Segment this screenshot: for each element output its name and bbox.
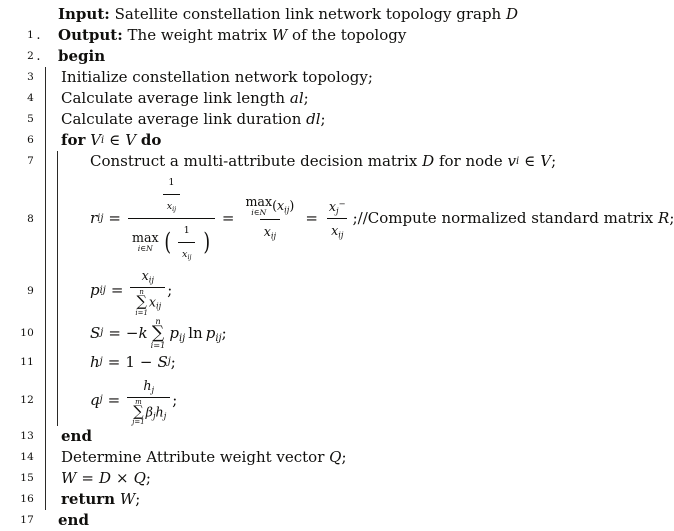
fraction-p <box>130 265 165 317</box>
max-label: max <box>245 194 273 210</box>
indent-rule-inner <box>57 375 84 427</box>
statement-initialize: Initialize constellation network topology; <box>61 68 373 86</box>
h-subscript: j <box>151 383 155 394</box>
algorithm-line-15 <box>0 468 652 489</box>
statement-avg-link-duration <box>55 109 652 130</box>
formula-p-ij <box>84 265 652 317</box>
output-label: Output: <box>58 26 123 44</box>
x-variable: x <box>141 268 149 283</box>
fraction-numerator <box>138 265 158 287</box>
indent-rule-outer <box>45 88 55 109</box>
statement-return <box>55 489 652 510</box>
p-variable: p <box>205 323 216 342</box>
element-of-symbol: ∈ <box>109 131 121 149</box>
input-variable: D <box>505 5 519 23</box>
p-term-1 <box>166 323 185 344</box>
equals: = <box>110 281 124 300</box>
sum-upper-limit: n <box>139 288 144 296</box>
node-membership: v i ∈ V <box>507 152 552 170</box>
right-paren: ) <box>202 228 210 257</box>
fraction-denominator <box>260 219 280 242</box>
algorithm-line-13 <box>0 426 652 447</box>
max-operator-1 <box>131 229 159 253</box>
statement-construct-matrix <box>84 151 652 172</box>
multiply-symbol: × <box>116 469 129 488</box>
node-set: V <box>540 152 552 170</box>
keyword-do: do <box>140 131 162 149</box>
indent-rule-outer <box>45 350 55 375</box>
indent-rule-outer <box>45 468 55 489</box>
output-text-b: of the topology <box>292 26 407 44</box>
indent-rule-outer <box>45 67 55 88</box>
beta-variable: β <box>145 403 153 419</box>
line-number-13: 13 <box>20 430 34 443</box>
max-operator-2 <box>245 196 272 217</box>
formula-lhs: S <box>90 323 101 342</box>
p-variable: p <box>169 323 180 342</box>
assignment-expression <box>61 468 151 489</box>
h-subscript: j <box>163 410 167 421</box>
element-of-symbol: ∈ <box>524 152 536 170</box>
formula-expression: h j = 1 − S j ; <box>90 352 176 371</box>
output-text-a: The weight matrix <box>127 26 268 44</box>
indent-rule-outer <box>45 426 55 447</box>
indent-rule-inner <box>57 151 84 172</box>
h-variable: h <box>155 403 164 419</box>
p-subscript: ij <box>215 332 222 344</box>
line-number-separator-1: . <box>36 28 41 43</box>
for-condition: V i ∈ V <box>90 131 137 149</box>
x-variable: x <box>166 201 173 212</box>
x-variable: x <box>182 249 188 260</box>
indent-spacer <box>43 510 52 531</box>
equals-2: = <box>221 209 235 227</box>
fraction-denominator <box>327 218 347 241</box>
output-variable: W <box>271 26 288 44</box>
fraction-denominator <box>127 397 170 427</box>
line-number-4: 4 <box>27 92 34 104</box>
line-number-17: 17 <box>20 514 34 527</box>
indent-spacer <box>43 25 52 46</box>
line-number-3: 3 <box>27 71 34 83</box>
statement-weight-matrix-assign <box>55 468 652 489</box>
formula-lhs: r <box>90 209 98 227</box>
summation-operator <box>151 317 166 350</box>
keyword-end-for: end <box>61 427 92 446</box>
x-subscript: j <box>336 205 339 216</box>
semicolon: ; <box>135 490 141 509</box>
sigma-glyph: ∑ <box>133 403 144 420</box>
comment-variable-r: R <box>658 209 670 227</box>
keyword-return: return <box>61 490 116 509</box>
matrix-d: D <box>99 469 112 488</box>
algorithm-line-7 <box>0 151 652 172</box>
formula-comment <box>352 208 674 229</box>
algorithm-line-9 <box>0 265 652 317</box>
input-text: Satellite constellation link network topology graph <box>114 5 502 23</box>
x-superscript-minus: − <box>338 198 346 209</box>
formula-lhs: h <box>90 352 100 371</box>
inner-fraction-denominator <box>178 220 195 265</box>
fraction-denominator <box>128 218 215 265</box>
algorithm-line-input <box>0 4 652 25</box>
begin-keyword: begin <box>58 47 106 65</box>
left-paren: ( <box>272 198 278 214</box>
entropy-variable: S <box>157 352 168 371</box>
inner-fraction-numerator <box>163 172 180 217</box>
input-statement <box>52 4 652 25</box>
indent-rule-inner <box>57 350 84 375</box>
sigma-glyph: ∑ <box>136 293 147 310</box>
x-subscript: ij <box>270 229 277 240</box>
fraction-numerator <box>157 172 186 218</box>
x-variable: x <box>328 199 337 214</box>
summation-operator <box>135 289 147 317</box>
equals: = <box>81 469 94 488</box>
minus-sign: − <box>139 352 153 371</box>
semicolon: ; <box>145 469 151 488</box>
sum-lower-limit: i=1 <box>150 340 166 351</box>
max-label: max <box>131 229 159 245</box>
x-variable: x <box>331 223 339 238</box>
indent-rule-outer <box>45 172 55 265</box>
statement-determine-weight-vector <box>55 447 652 468</box>
line-number-9: 9 <box>27 284 34 297</box>
line-number-1: 1 <box>27 29 34 41</box>
line-number-15: 15 <box>20 472 34 485</box>
line-number-11: 11 <box>20 356 34 369</box>
algorithm-line-2 <box>0 46 652 67</box>
output-statement <box>52 25 652 46</box>
x-subscript: ij <box>172 204 177 213</box>
p-term-2 <box>206 323 222 344</box>
semicolon: ; <box>172 390 178 409</box>
formula-expression: q j = $h_j$ m ∑ j=1 $\beta_jh_j$ ; <box>90 375 177 427</box>
line-number-8: 8 <box>27 212 34 225</box>
loop-variable: V <box>90 131 101 149</box>
variable-dl: dl <box>306 110 321 128</box>
statement-text: Calculate average link length <box>61 89 286 107</box>
algorithm-line-16 <box>0 489 652 510</box>
indent-rule-inner <box>57 265 84 317</box>
semicolon: ; <box>341 448 347 467</box>
formula-expression: S j = − k n ∑ i=1 $p_{ij}$ ln $p_{ij}$ ; <box>90 315 227 351</box>
line-number-14: 14 <box>20 451 34 464</box>
statement-end-for-wrap <box>55 426 652 447</box>
semicolon: ; <box>320 110 326 128</box>
semicolon: ; <box>551 152 557 170</box>
indent-rule-outer <box>45 151 55 172</box>
formula-expression: r ij = $\frac{1}{x_{ij}}$ max i∈N ( $\frac{1}{x_{ij}}$ ) = max i∈N $(x_{ij})$ $x_{ij}$ = $\frac{x_j^-}{x_{ij}}$ ;//Compute normalized standard matrix R; <box>90 172 674 265</box>
begin-keyword-wrap <box>52 46 652 67</box>
equals: = <box>107 352 121 371</box>
sum-lower-limit: i=1 <box>135 308 148 317</box>
p-subscript: ij <box>179 332 186 344</box>
fraction-denominator <box>130 287 165 317</box>
inner-numerator-one: 1 <box>168 177 175 188</box>
weight-vector-q: Q <box>329 448 342 467</box>
line-number-12: 12 <box>20 394 34 407</box>
keyword-for: for <box>61 131 86 149</box>
sum-lower-limit: j=1 <box>132 418 145 427</box>
equals-1: = <box>108 209 121 227</box>
constant-one: 1 <box>125 352 135 371</box>
fraction-term-1 <box>128 172 215 265</box>
max-limit: i∈N <box>137 243 153 253</box>
indent-rule-inner <box>57 172 84 265</box>
line-number-10: 10 <box>20 327 34 340</box>
inner-denominator <box>163 194 180 217</box>
statement-text-a: Construct a multi-attribute decision matrix <box>90 152 418 170</box>
sum-upper-limit: m <box>135 397 142 406</box>
matrix-variable-d: D <box>422 152 435 170</box>
statement-for-loop <box>55 130 652 151</box>
algorithm-line-4 <box>0 88 652 109</box>
fraction-term-3 <box>325 196 350 241</box>
fraction-term-2 <box>241 195 298 241</box>
indent-rule-outer <box>45 489 55 510</box>
x-variable: x <box>148 294 156 310</box>
right-paren: ) <box>289 198 295 214</box>
node-variable: v <box>507 152 516 170</box>
formula-h-j <box>84 352 652 373</box>
loop-set: V <box>125 131 137 149</box>
algorithm-line-12 <box>0 375 652 427</box>
algorithm-line-5 <box>0 109 652 130</box>
fraction-numerator <box>139 375 158 397</box>
summation-operator <box>132 399 144 427</box>
algorithm-line-8 <box>0 172 674 265</box>
algorithm-line-17 <box>0 510 652 531</box>
statement-end-wrap <box>52 510 652 531</box>
vector-q: Q <box>133 469 146 488</box>
line-number-separator-2: . <box>36 49 41 64</box>
line-number-16: 16 <box>20 493 34 506</box>
semicolon: ; <box>303 89 309 107</box>
beta-subscript: j <box>152 410 156 421</box>
semicolon: ; <box>669 209 674 227</box>
keyword-end: end <box>58 511 89 530</box>
statement-text-b: for node <box>438 152 503 170</box>
line-number-2: 2 <box>27 50 34 62</box>
semicolon: ; <box>221 323 227 342</box>
inner-numerator-one: 1 <box>183 225 190 236</box>
x-subscript: ij <box>338 229 344 240</box>
formula-expression: p ij = $x_{ij}$ n ∑ i=1 $x_{ij}$ ; <box>90 265 172 317</box>
indent-rule-outer <box>45 265 55 317</box>
statement-text: Determine Attribute weight vector <box>61 448 325 467</box>
algorithm-line-3 <box>0 67 652 88</box>
formula-s-j <box>84 317 652 350</box>
max-limit: i∈N <box>251 208 267 218</box>
semicolon: ; <box>170 352 176 371</box>
x-subscript: ij <box>284 204 290 215</box>
x-variable: x <box>277 198 285 214</box>
algorithm-line-14 <box>0 447 652 468</box>
return-variable-w: W <box>119 490 136 509</box>
comment-text: ;//Compute normalized standard matrix <box>352 209 654 227</box>
indent-rule-outer <box>45 375 55 427</box>
inner-denominator <box>178 242 195 265</box>
algorithm-line-1 <box>0 25 652 46</box>
h-variable: h <box>143 377 152 393</box>
algorithm-line-6 <box>0 130 652 151</box>
sigma-glyph: ∑ <box>151 322 165 343</box>
indent-spacer <box>43 46 52 67</box>
indent-rule-outer <box>45 317 55 350</box>
x-subscript: ij <box>156 300 162 311</box>
fraction-numerator <box>241 195 298 218</box>
formula-lhs: p <box>90 281 100 300</box>
variable-al: al <box>289 89 304 107</box>
fraction-numerator <box>325 196 350 218</box>
equals-3: = <box>305 209 318 227</box>
equals: = <box>108 323 121 342</box>
formula-lhs: q <box>90 390 100 409</box>
formula-q-j <box>84 375 652 427</box>
algorithm-line-10 <box>0 317 652 350</box>
equals: = <box>107 390 121 409</box>
x-subscript: ij <box>187 252 192 261</box>
indent-rule-outer <box>45 130 55 151</box>
indent-rule-outer <box>45 447 55 468</box>
indent-spacer <box>43 4 52 25</box>
semicolon: ; <box>167 281 173 300</box>
constant-k: k <box>138 323 148 342</box>
indent-rule-outer <box>45 109 55 130</box>
statement-avg-link-length <box>55 88 652 109</box>
formula-r-ij <box>84 172 674 265</box>
fraction-q <box>127 375 170 427</box>
natural-log-label: ln <box>188 323 203 342</box>
line-number-7: 7 <box>27 155 34 167</box>
algorithm-line-11 <box>0 350 652 375</box>
x-variable: x <box>263 223 271 239</box>
matrix-w: W <box>61 469 77 488</box>
indent-rule-inner <box>57 317 84 350</box>
input-label: Input: <box>58 5 110 23</box>
line-number-5: 5 <box>27 113 34 125</box>
statement-text: Calculate average link duration <box>61 110 302 128</box>
sum-upper-limit: n <box>155 315 161 326</box>
minus-sign: − <box>125 323 139 342</box>
left-paren: ( <box>163 228 171 257</box>
x-subscript: ij <box>148 274 155 285</box>
line-number-6: 6 <box>27 134 34 146</box>
